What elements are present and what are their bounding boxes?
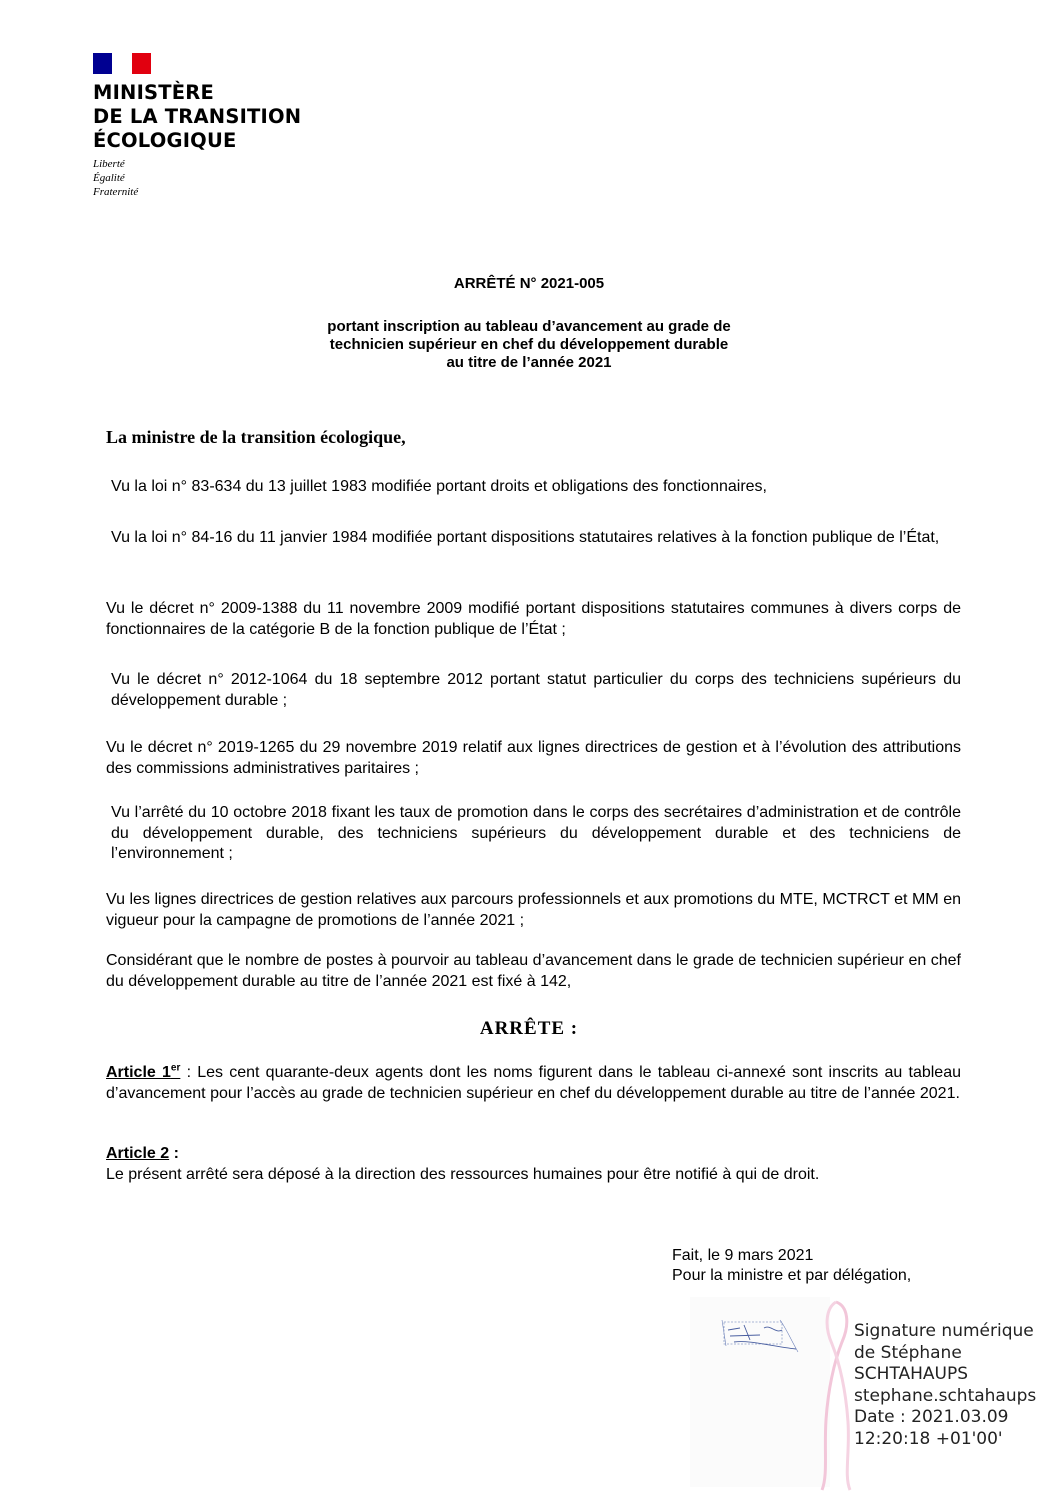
ministry-name — [93, 81, 301, 153]
visa-paragraph: Vu la loi n° 83-634 du 13 juillet 1983 modifiée portant droits et obligations des fonctionnaires, — [111, 478, 767, 495]
signature-line: de Stéphane — [854, 1342, 962, 1363]
digital-signature-text — [854, 1321, 1036, 1450]
signature-line: Date : 2021.03.09 — [854, 1407, 1009, 1427]
visa-paragraph: Vu le décret n° 2009-1388 du 11 novembre 2009 modifié portant dispositions statutaires communes à divers corps de fonctionnaires de la catégorie B de la fonction publique de l’État ; — [106, 600, 961, 638]
considerant-paragraph: Considérant que le nombre de postes à pourvoir au tableau d’avancement dans le grade de technicien supérieur en chef du développement durable au titre de l’année 2021 est fixé à 142, — [106, 952, 961, 990]
signature-line: stephane.schtahaups — [854, 1385, 1037, 1406]
minister-heading: La ministre de la transition écologique, — [106, 427, 406, 447]
article-2-text: Le présent arrêté sera déposé à la direction des ressources humaines pour être notifié à qui de droit. — [106, 1165, 820, 1183]
article-1-text: : Les cent quarante-deux agents dont les noms figurent dans le tableau ci-annexé sont inscrits au tableau d’avancement pour l’accès au grade de technicien supérieur en chef du développement durable au titre de l’année 2021. — [106, 1064, 961, 1102]
article-2 — [106, 1144, 961, 1185]
subtitle-line: portant inscription au tableau d’avancement au grade de — [327, 318, 731, 335]
article-1 — [106, 1063, 961, 1104]
visa-paragraph: Vu l’arrêté du 10 octobre 2018 fixant les taux de promotion dans le corps des secrétaires d’administration et de contrôle du développement durable, des techniciens supérieurs du développement durable et des techniciens de l’environnement ; — [111, 804, 961, 862]
closing-block — [672, 1246, 911, 1286]
subtitle-line: au titre de l’année 2021 — [446, 354, 612, 371]
motto-line: Fraternité — [93, 186, 139, 198]
motto-line: Égalité — [93, 172, 125, 184]
decree-subtitle — [0, 318, 1058, 372]
pink-ribbon-icon — [818, 1300, 858, 1492]
decision-heading: ARRÊTE : — [479, 1018, 579, 1039]
ministry-line: MINISTÈRE — [93, 81, 215, 104]
ministry-line: ÉCOLOGIQUE — [93, 129, 237, 152]
visa-paragraph: Vu le décret n° 2012-1064 du 18 septembre 2012 portant statut particulier du corps des techniciens supérieurs du développement durable ; — [111, 671, 961, 709]
article-1-label-text: Article 1 — [106, 1064, 171, 1081]
delegation-line: Pour la ministre et par délégation, — [672, 1267, 912, 1284]
republique-francaise-flag-logo — [93, 53, 151, 74]
signature-line: Signature numérique — [854, 1321, 1034, 1341]
decree-title: ARRÊTÉ N° 2021-005 — [453, 275, 605, 292]
article-2-colon: : — [169, 1145, 179, 1162]
visa-paragraph: Vu la loi n° 84-16 du 11 janvier 1984 modifiée portant dispositions statutaires relatives à la fonction publique de l’État, — [111, 529, 940, 546]
article-2-label: Article 2 — [106, 1145, 170, 1162]
subtitle-line: technicien supérieur en chef du développement durable — [329, 336, 729, 353]
place-date: Fait, le 9 mars 2021 — [672, 1247, 814, 1264]
ministry-line: DE LA TRANSITION — [93, 105, 302, 128]
article-2-heading — [106, 1144, 961, 1165]
visa-paragraph: Vu les lignes directrices de gestion relatives aux parcours professionnels et aux promotions du MTE, MCTRCT et MM en vigueur pour la campagne de promotions de l’année 2021 ; — [106, 891, 961, 929]
signature-line: 12:20:18 +01'00' — [854, 1428, 1003, 1449]
signature-line: SCHTAHAUPS — [854, 1364, 969, 1384]
motto-line: Liberté — [93, 158, 125, 170]
article-1-superscript: er — [170, 1062, 181, 1074]
republic-motto — [93, 157, 138, 199]
visa-paragraph: Vu le décret n° 2019-1265 du 29 novembre 2019 relatif aux lignes directrices de gestion et à l’évolution des attributions des commissions administratives paritaires ; — [106, 739, 961, 777]
handwritten-signature-icon — [720, 1316, 802, 1354]
article-1-label — [106, 1064, 180, 1081]
